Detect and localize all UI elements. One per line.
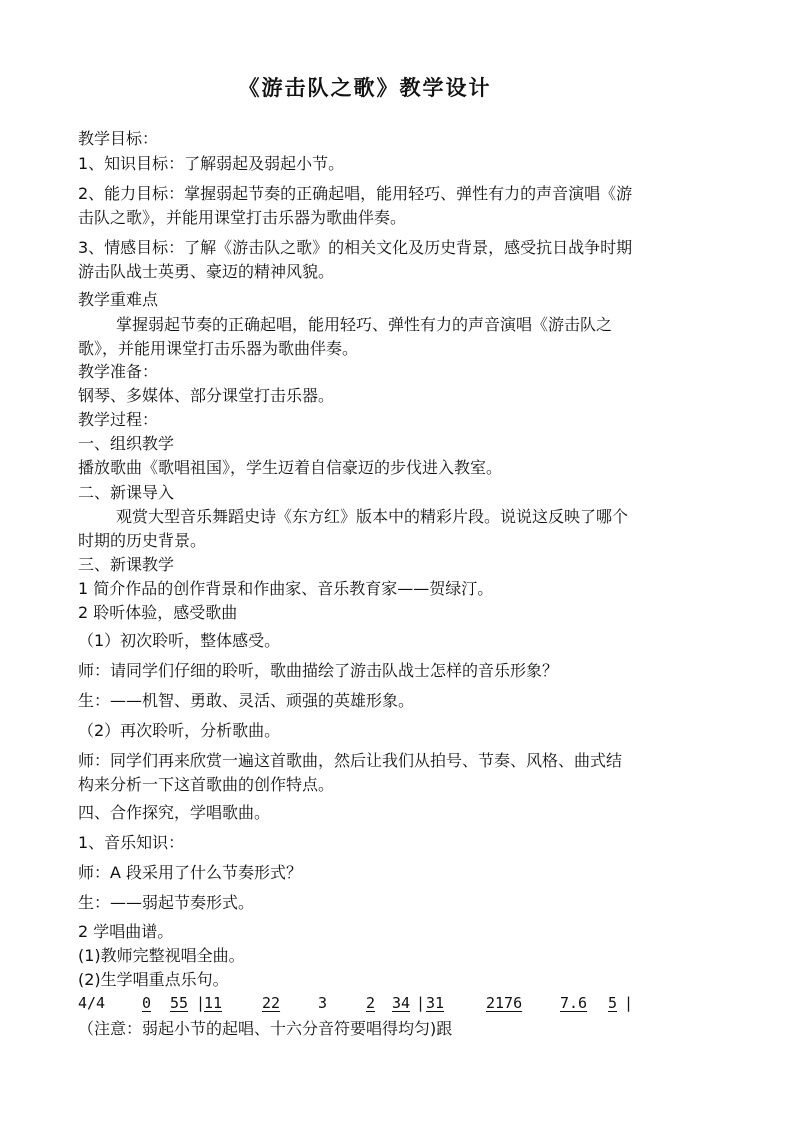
section2-heading: 二、新课导入 (78, 483, 175, 502)
teacher-question2-line2: 构来分析一下这首歌曲的创作特点。 (78, 775, 335, 794)
section3-heading: 三、新课教学 (78, 555, 175, 574)
singing-note: （注意：弱起小节的起唱、十六分音符要唱得均匀)跟 (78, 1019, 453, 1038)
section2-line1: 观赏大型音乐舞蹈史诗《东方红》版本中的精彩片段。说说这反映了哪个 (116, 507, 629, 526)
sing-step2: (2)生学唱重点乐句。 (78, 970, 229, 989)
key-points-line1: 掌握弱起节奏的正确起唱，能用轻巧、弹性有力的声音演唱《游击队之 (116, 315, 613, 334)
section4-heading: 四、合作探究，学唱歌曲。 (78, 803, 271, 822)
document-title: 《游击队之歌》教学设计 (238, 75, 492, 100)
objective-emotion-line1: 3、情感目标：了解《游击队之歌》的相关文化及历史背景，感受抗日战争时期 (78, 238, 633, 257)
score-note: 31 (426, 994, 445, 1012)
objective-emotion-line2: 游击队战士英勇、豪迈的精神风貌。 (78, 262, 335, 281)
score-barline: | (196, 994, 206, 1012)
listen-second: （2）再次聆听，分析歌曲。 (78, 721, 281, 740)
teacher-question2-line1: 师：同学们再来欣赏一遍这首歌曲，然后让我们从拍号、节奏、风格、曲式结 (78, 751, 623, 770)
section2-line2: 时期的历史背景。 (78, 531, 207, 550)
numbered-score (78, 993, 718, 1015)
score-note: 3 (318, 994, 328, 1012)
teacher-question3: 师：A 段采用了什么节奏形式？ (78, 863, 303, 882)
section1-heading: 一、组织教学 (78, 434, 175, 453)
score-note: 2176 (486, 994, 523, 1012)
section3-item1: 1 简介作品的创作背景和作曲家、音乐教育家——贺绿汀。 (78, 579, 494, 598)
objective-ability-line2: 击队之歌》，并能用课堂打击乐器为歌曲伴奏。 (78, 208, 407, 227)
score-barline: | (624, 994, 634, 1012)
score-note: 2 (366, 994, 376, 1012)
score-barline: | (416, 994, 426, 1012)
score-note: 5 (608, 994, 618, 1012)
preparation-heading: 教学准备： (78, 362, 159, 381)
score-note: 55 (170, 994, 189, 1012)
score-note: 11 (204, 994, 223, 1012)
teacher-question1: 师：请同学们仔细的聆听，歌曲描绘了游击队战士怎样的音乐形象？ (78, 661, 559, 680)
sing-step1: (1)教师完整视唱全曲。 (78, 946, 245, 965)
section3-item2: 2 聆听体验，感受歌曲 (78, 603, 238, 622)
student-answer3: 生：——弱起节奏形式。 (78, 893, 255, 912)
listen-first: （1）初次聆听，整体感受。 (78, 631, 281, 650)
preparation-text: 钢琴、多媒体、部分课堂打击乐器。 (78, 386, 335, 405)
section4-item1: 1、音乐知识： (78, 833, 185, 852)
score-note: 0 (142, 994, 152, 1012)
score-note: 34 (392, 994, 411, 1012)
key-points-heading: 教学重难点 (78, 290, 159, 309)
objectives-heading: 教学目标： (78, 129, 159, 148)
key-points-line2: 歌》，并能用课堂打击乐器为歌曲伴奏。 (78, 339, 359, 358)
section1-text: 播放歌曲《歌唱祖国》，学生迈着自信豪迈的步伐进入教室。 (78, 458, 503, 477)
process-heading: 教学过程： (78, 410, 159, 429)
score-note: 7.6 (560, 994, 588, 1012)
objective-ability-line1: 2、能力目标：掌握弱起节奏的正确起唱，能用轻巧、弹性有力的声音演唱《游 (78, 184, 633, 203)
student-answer1: 生：——机智、勇敢、灵活、顽强的英雄形象。 (78, 691, 415, 710)
objective-knowledge: 1、知识目标：了解弱起及弱起小节。 (78, 154, 345, 173)
section4-item2: 2 学唱曲谱。 (78, 922, 174, 941)
score-meter: 4/4 (78, 994, 106, 1012)
score-note: 22 (262, 994, 281, 1012)
